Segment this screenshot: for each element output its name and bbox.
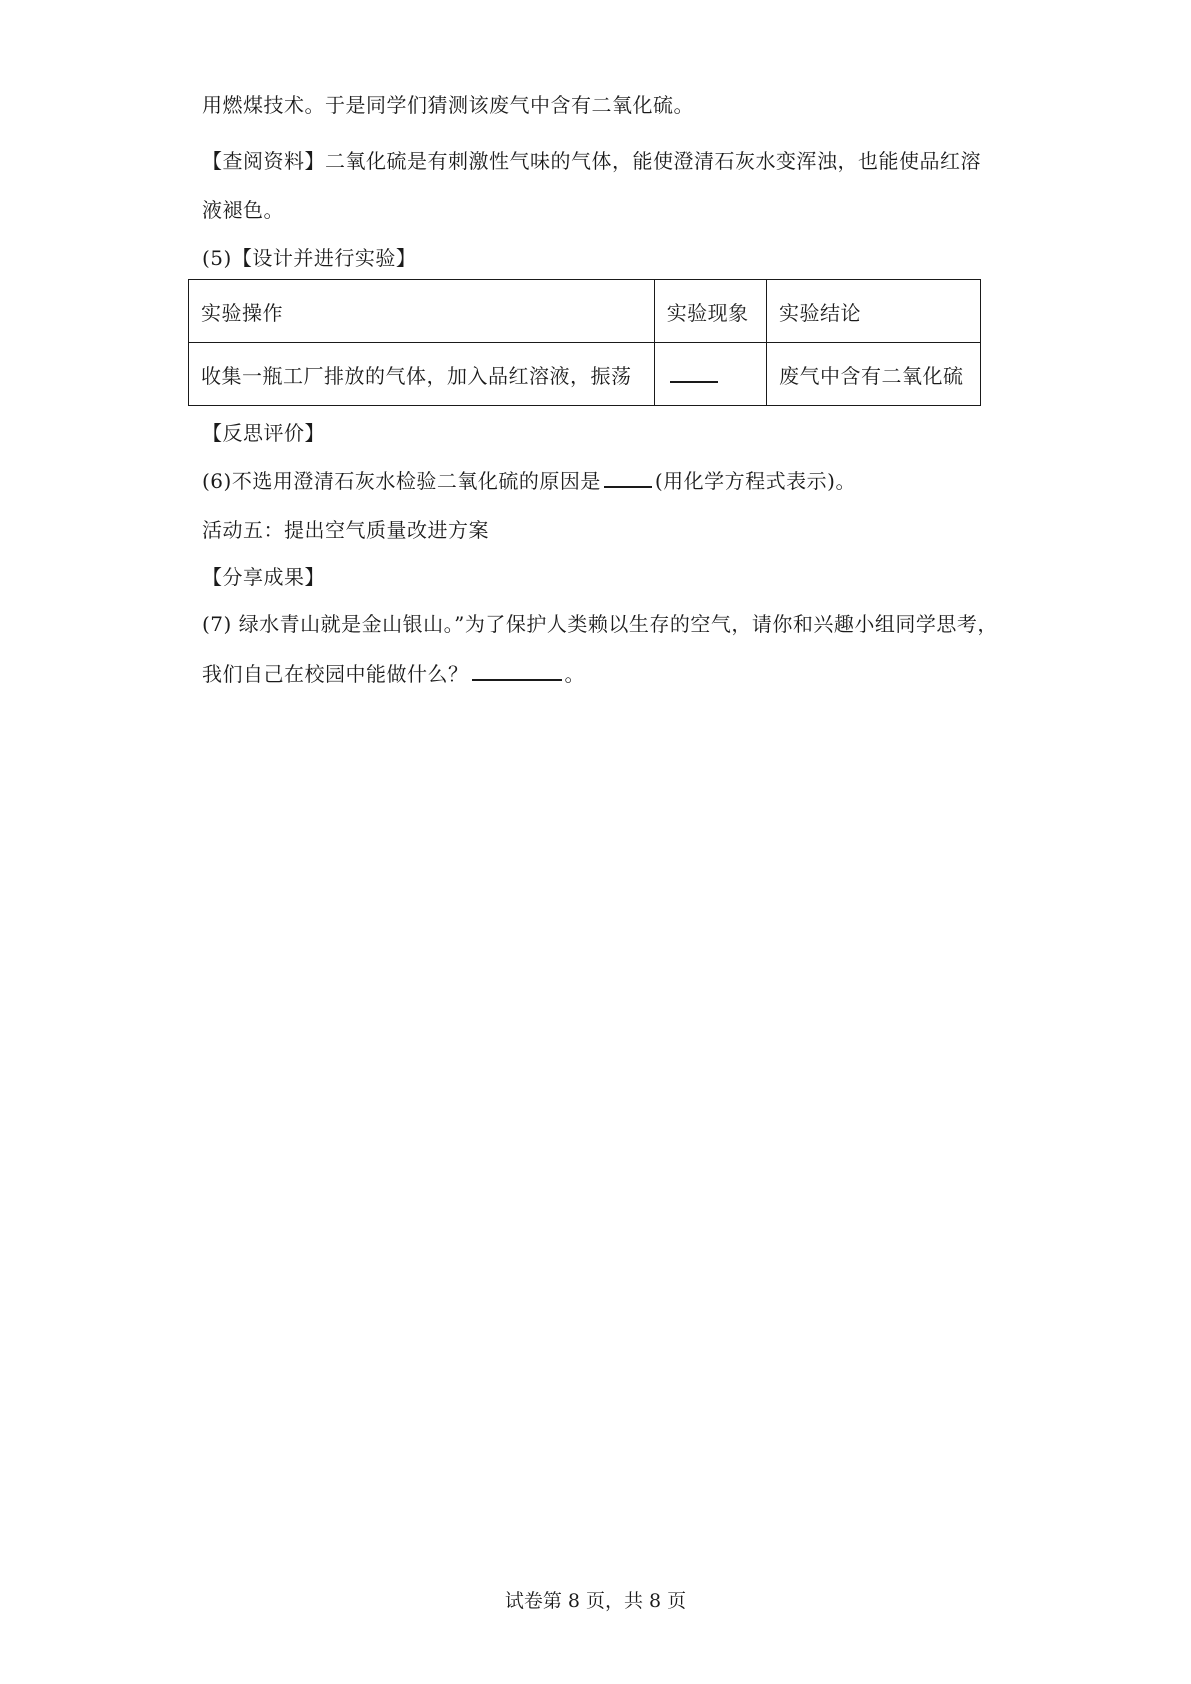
question-6-suffix: (用化学方程式表示)。 bbox=[654, 469, 856, 493]
header-cell-operation: 实验操作 bbox=[189, 280, 655, 343]
question-7-line-1: (7) 绿水青山就是金山银山。”为了保护人类赖以生存的空气，请你和兴趣小组同学思考， bbox=[202, 612, 998, 636]
section-heading-experiment: (5)【设计并进行实验】 bbox=[202, 246, 417, 270]
question-6-prefix: (6)不选用澄清石灰水检验二氧化硫的原因是 bbox=[202, 469, 601, 493]
answer-blank[interactable] bbox=[670, 361, 718, 383]
section-heading-share: 【分享成果】 bbox=[202, 565, 325, 589]
experiment-table bbox=[188, 279, 981, 406]
cell-phenomenon-blank bbox=[654, 343, 766, 406]
page-footer: 试卷第 8 页，共 8 页 bbox=[504, 1590, 687, 1612]
table-header-row bbox=[189, 280, 981, 343]
cell-conclusion: 废气中含有二氧化硫 bbox=[767, 343, 981, 406]
question-7-suffix: 。 bbox=[564, 662, 585, 686]
answer-blank[interactable] bbox=[472, 659, 562, 681]
question-7-line-2 bbox=[202, 659, 585, 688]
question-6 bbox=[202, 466, 856, 495]
paragraph-line-1: 用燃煤技术。于是同学们猜测该废气中含有二氧化硫。 bbox=[202, 93, 694, 117]
answer-blank[interactable] bbox=[604, 466, 652, 488]
cell-operation: 收集一瓶工厂排放的气体，加入品红溶液，振荡 bbox=[189, 343, 655, 406]
section-heading-reflection: 【反思评价】 bbox=[202, 421, 325, 445]
activity-heading: 活动五：提出空气质量改进方案 bbox=[202, 518, 489, 542]
header-cell-phenomenon: 实验现象 bbox=[654, 280, 766, 343]
paragraph-reference-info: 【查阅资料】二氧化硫是有刺激性气味的气体，能使澄清石灰水变浑浊，也能使品红溶 bbox=[202, 149, 981, 173]
paragraph-reference-info-cont: 液褪色。 bbox=[202, 198, 284, 222]
question-7-prefix: 我们自己在校园中能做什么？ bbox=[202, 662, 469, 686]
header-cell-conclusion: 实验结论 bbox=[767, 280, 981, 343]
table-row bbox=[189, 343, 981, 406]
